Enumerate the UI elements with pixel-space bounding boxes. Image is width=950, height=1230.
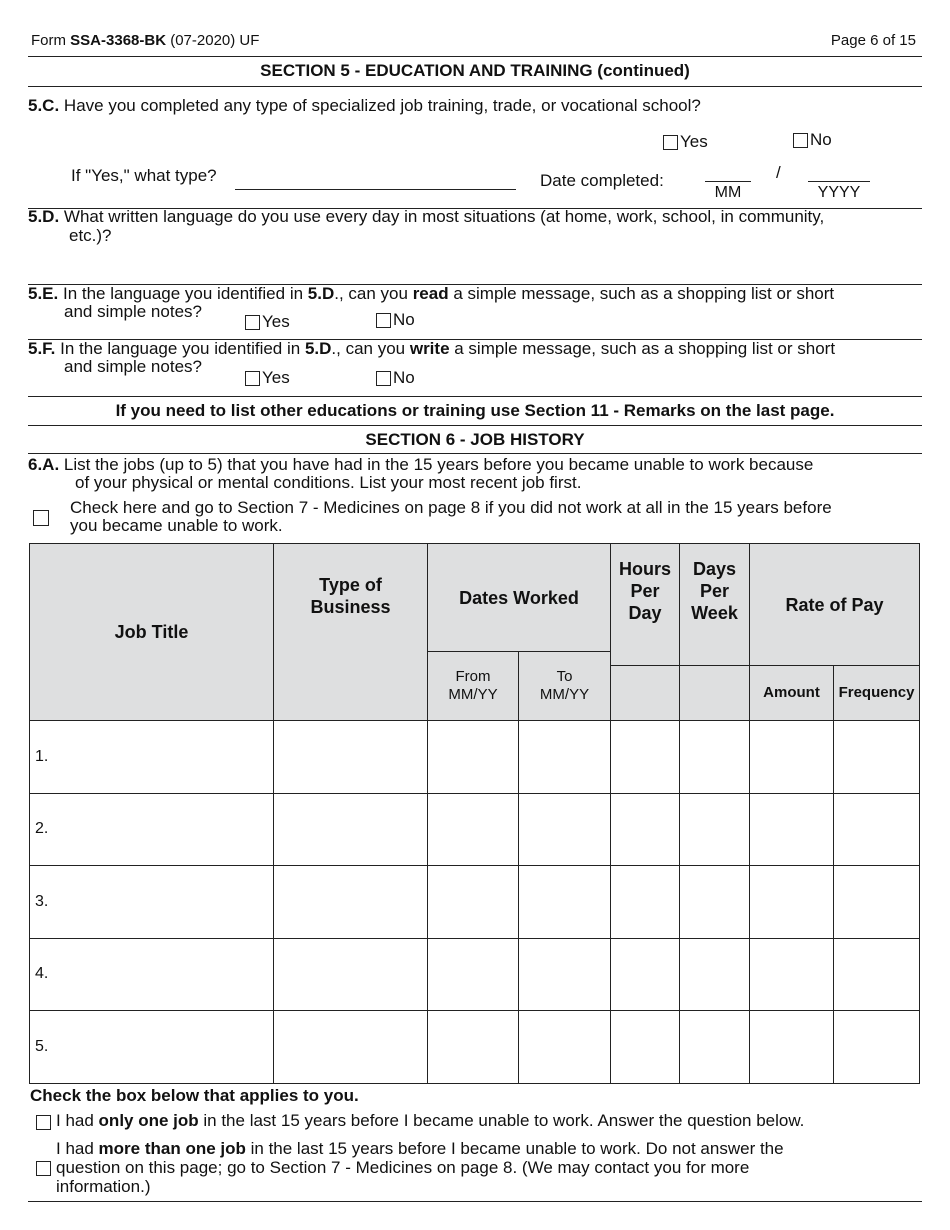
type-of-business-cell[interactable] — [274, 866, 428, 939]
remarks-note: If you need to list other educations or training use Section 11 - Remarks on the last page. — [115, 401, 835, 420]
question-6a-line2: of your physical or mental conditions. List your most recent job first. — [75, 473, 582, 492]
type-of-business-cell[interactable] — [274, 1011, 428, 1084]
frequency-cell[interactable] — [834, 1011, 920, 1084]
days-per-week-cell[interactable] — [680, 793, 750, 866]
training-type-field[interactable] — [235, 168, 516, 190]
one-job-option: I had only one job in the last 15 years before I became unable to work. Answer the question below. — [56, 1111, 805, 1130]
days-per-week-cell[interactable] — [680, 721, 750, 794]
q5c-yes-option[interactable]: Yes — [663, 132, 708, 152]
frequency-cell[interactable] — [834, 938, 920, 1011]
job-title-header: Job Title — [30, 544, 274, 721]
q5c-no-checkbox[interactable] — [793, 133, 808, 148]
hours-per-day-header: Hours Per Day — [611, 544, 680, 666]
amount-cell[interactable] — [750, 721, 834, 794]
one-job-checkbox[interactable] — [36, 1115, 51, 1130]
divider — [28, 425, 922, 426]
hours-per-day-cell[interactable] — [611, 721, 680, 794]
question-5c: 5.C. Have you completed any type of specialized job training, trade, or vocational school? — [28, 96, 701, 115]
year-field[interactable] — [808, 181, 870, 202]
rate-of-pay-header: Rate of Pay — [750, 544, 920, 666]
amount-cell[interactable] — [750, 938, 834, 1011]
year-label: YYYY — [817, 184, 861, 201]
type-of-business-cell[interactable] — [274, 793, 428, 866]
page-number: Page 6 of 15 — [830, 32, 916, 49]
question-6a: 6.A. List the jobs (up to 5) that you have had in the 15 years before you became unable to work because — [28, 455, 814, 474]
days-per-week-header: Days Per Week — [680, 544, 750, 666]
form-number: SSA-3368-BK — [70, 32, 167, 49]
q5e-yes-option[interactable]: Yes — [245, 312, 290, 332]
hours-per-day-cell[interactable] — [611, 1011, 680, 1084]
more-than-one-job-option-line3: information.) — [56, 1177, 151, 1196]
type-of-business-header: Type of Business — [274, 544, 428, 721]
job-title-cell[interactable]: 1. — [30, 721, 274, 794]
question-5d-line2: etc.)? — [69, 226, 112, 245]
job-title-cell[interactable]: 3. — [30, 866, 274, 939]
if-yes-label: If "Yes," what type? — [71, 166, 217, 185]
amount-cell[interactable] — [750, 793, 834, 866]
from-date-cell[interactable] — [428, 938, 519, 1011]
no-work-checkbox[interactable] — [33, 510, 49, 526]
question-5e-line2: and simple notes? — [64, 302, 202, 321]
dates-worked-header: Dates Worked — [428, 544, 611, 652]
applies-heading: Check the box below that applies to you. — [30, 1086, 359, 1105]
to-date-cell[interactable] — [519, 1011, 611, 1084]
from-date-cell[interactable] — [428, 1011, 519, 1084]
more-than-one-job-option-line2: question on this page; go to Section 7 - Medicines on page 8. (We may contact you for more — [56, 1158, 750, 1177]
divider — [28, 396, 922, 397]
section5-title: SECTION 5 - EDUCATION AND TRAINING (continued) — [260, 61, 690, 80]
frequency-cell[interactable] — [834, 793, 920, 866]
no-work-instruction: Check here and go to Section 7 - Medicines on page 8 if you did not work at all in the 15 years before — [70, 498, 832, 517]
from-date-cell[interactable] — [428, 866, 519, 939]
hours-per-day-cell[interactable] — [611, 866, 680, 939]
days-per-week-cell[interactable] — [680, 866, 750, 939]
written-language-field[interactable] — [28, 246, 922, 282]
to-date-cell[interactable] — [519, 793, 611, 866]
table-row — [30, 938, 920, 1011]
frequency-header: Frequency — [834, 666, 920, 721]
q5c-no-option[interactable]: No — [793, 130, 832, 150]
job-title-cell[interactable]: 2. — [30, 793, 274, 866]
hours-per-day-cell[interactable] — [611, 938, 680, 1011]
question-5e: 5.E. In the language you identified in 5.D., can you read a simple message, such as a shopping list or short — [28, 284, 835, 303]
divider — [28, 1201, 922, 1202]
amount-header: Amount — [750, 666, 834, 721]
days-per-week-header-continued — [680, 666, 750, 721]
table-row — [30, 866, 920, 939]
hours-per-day-header-continued — [611, 666, 680, 721]
date-slash: / — [776, 163, 781, 182]
question-5d: 5.D. What written language do you use every day in most situations (at home, work, school, in community, — [28, 207, 825, 226]
question-5f: 5.F. In the language you identified in 5.D., can you write a simple message, such as a shopping list or short — [28, 339, 836, 358]
job-title-cell[interactable]: 4. — [30, 938, 274, 1011]
question-5f-line2: and simple notes? — [64, 357, 202, 376]
q5f-yes-checkbox[interactable] — [245, 371, 260, 386]
table-row — [30, 721, 920, 794]
q5f-yes-option[interactable]: Yes — [245, 368, 290, 388]
more-than-one-job-checkbox[interactable] — [36, 1161, 51, 1176]
q5f-no-option[interactable]: No — [376, 368, 415, 388]
job-title-cell[interactable]: 5. — [30, 1011, 274, 1084]
frequency-cell[interactable] — [834, 721, 920, 794]
more-than-one-job-option: I had more than one job in the last 15 years before I became unable to work. Do not answer the — [56, 1139, 784, 1158]
to-date-cell[interactable] — [519, 721, 611, 794]
table-row — [30, 1011, 920, 1084]
type-of-business-cell[interactable] — [274, 938, 428, 1011]
date-completed-label: Date completed: — [540, 171, 664, 190]
month-field[interactable] — [705, 181, 751, 202]
divider — [28, 453, 922, 454]
q5e-no-checkbox[interactable] — [376, 313, 391, 328]
to-header: To MM/YY — [519, 652, 611, 721]
table-row — [30, 793, 920, 866]
days-per-week-cell[interactable] — [680, 938, 750, 1011]
frequency-cell[interactable] — [834, 866, 920, 939]
section6-title: SECTION 6 - JOB HISTORY — [365, 430, 585, 449]
to-date-cell[interactable] — [519, 938, 611, 1011]
to-date-cell[interactable] — [519, 866, 611, 939]
divider — [28, 86, 922, 87]
days-per-week-cell[interactable] — [680, 1011, 750, 1084]
hours-per-day-cell[interactable] — [611, 793, 680, 866]
q5c-yes-checkbox[interactable] — [663, 135, 678, 150]
amount-cell[interactable] — [750, 866, 834, 939]
divider — [28, 56, 922, 57]
job-history-table — [29, 543, 920, 1084]
from-date-cell[interactable] — [428, 721, 519, 794]
from-date-cell[interactable] — [428, 793, 519, 866]
form-identifier: Form SSA-3368-BK (07-2020) UF — [31, 32, 260, 49]
from-header: From MM/YY — [428, 652, 519, 721]
month-label: MM — [714, 184, 742, 201]
no-work-instruction-line2: you became unable to work. — [70, 516, 283, 535]
q5e-no-option[interactable]: No — [376, 310, 415, 330]
amount-cell[interactable] — [750, 1011, 834, 1084]
type-of-business-cell[interactable] — [274, 721, 428, 794]
q5e-yes-checkbox[interactable] — [245, 315, 260, 330]
q5f-no-checkbox[interactable] — [376, 371, 391, 386]
